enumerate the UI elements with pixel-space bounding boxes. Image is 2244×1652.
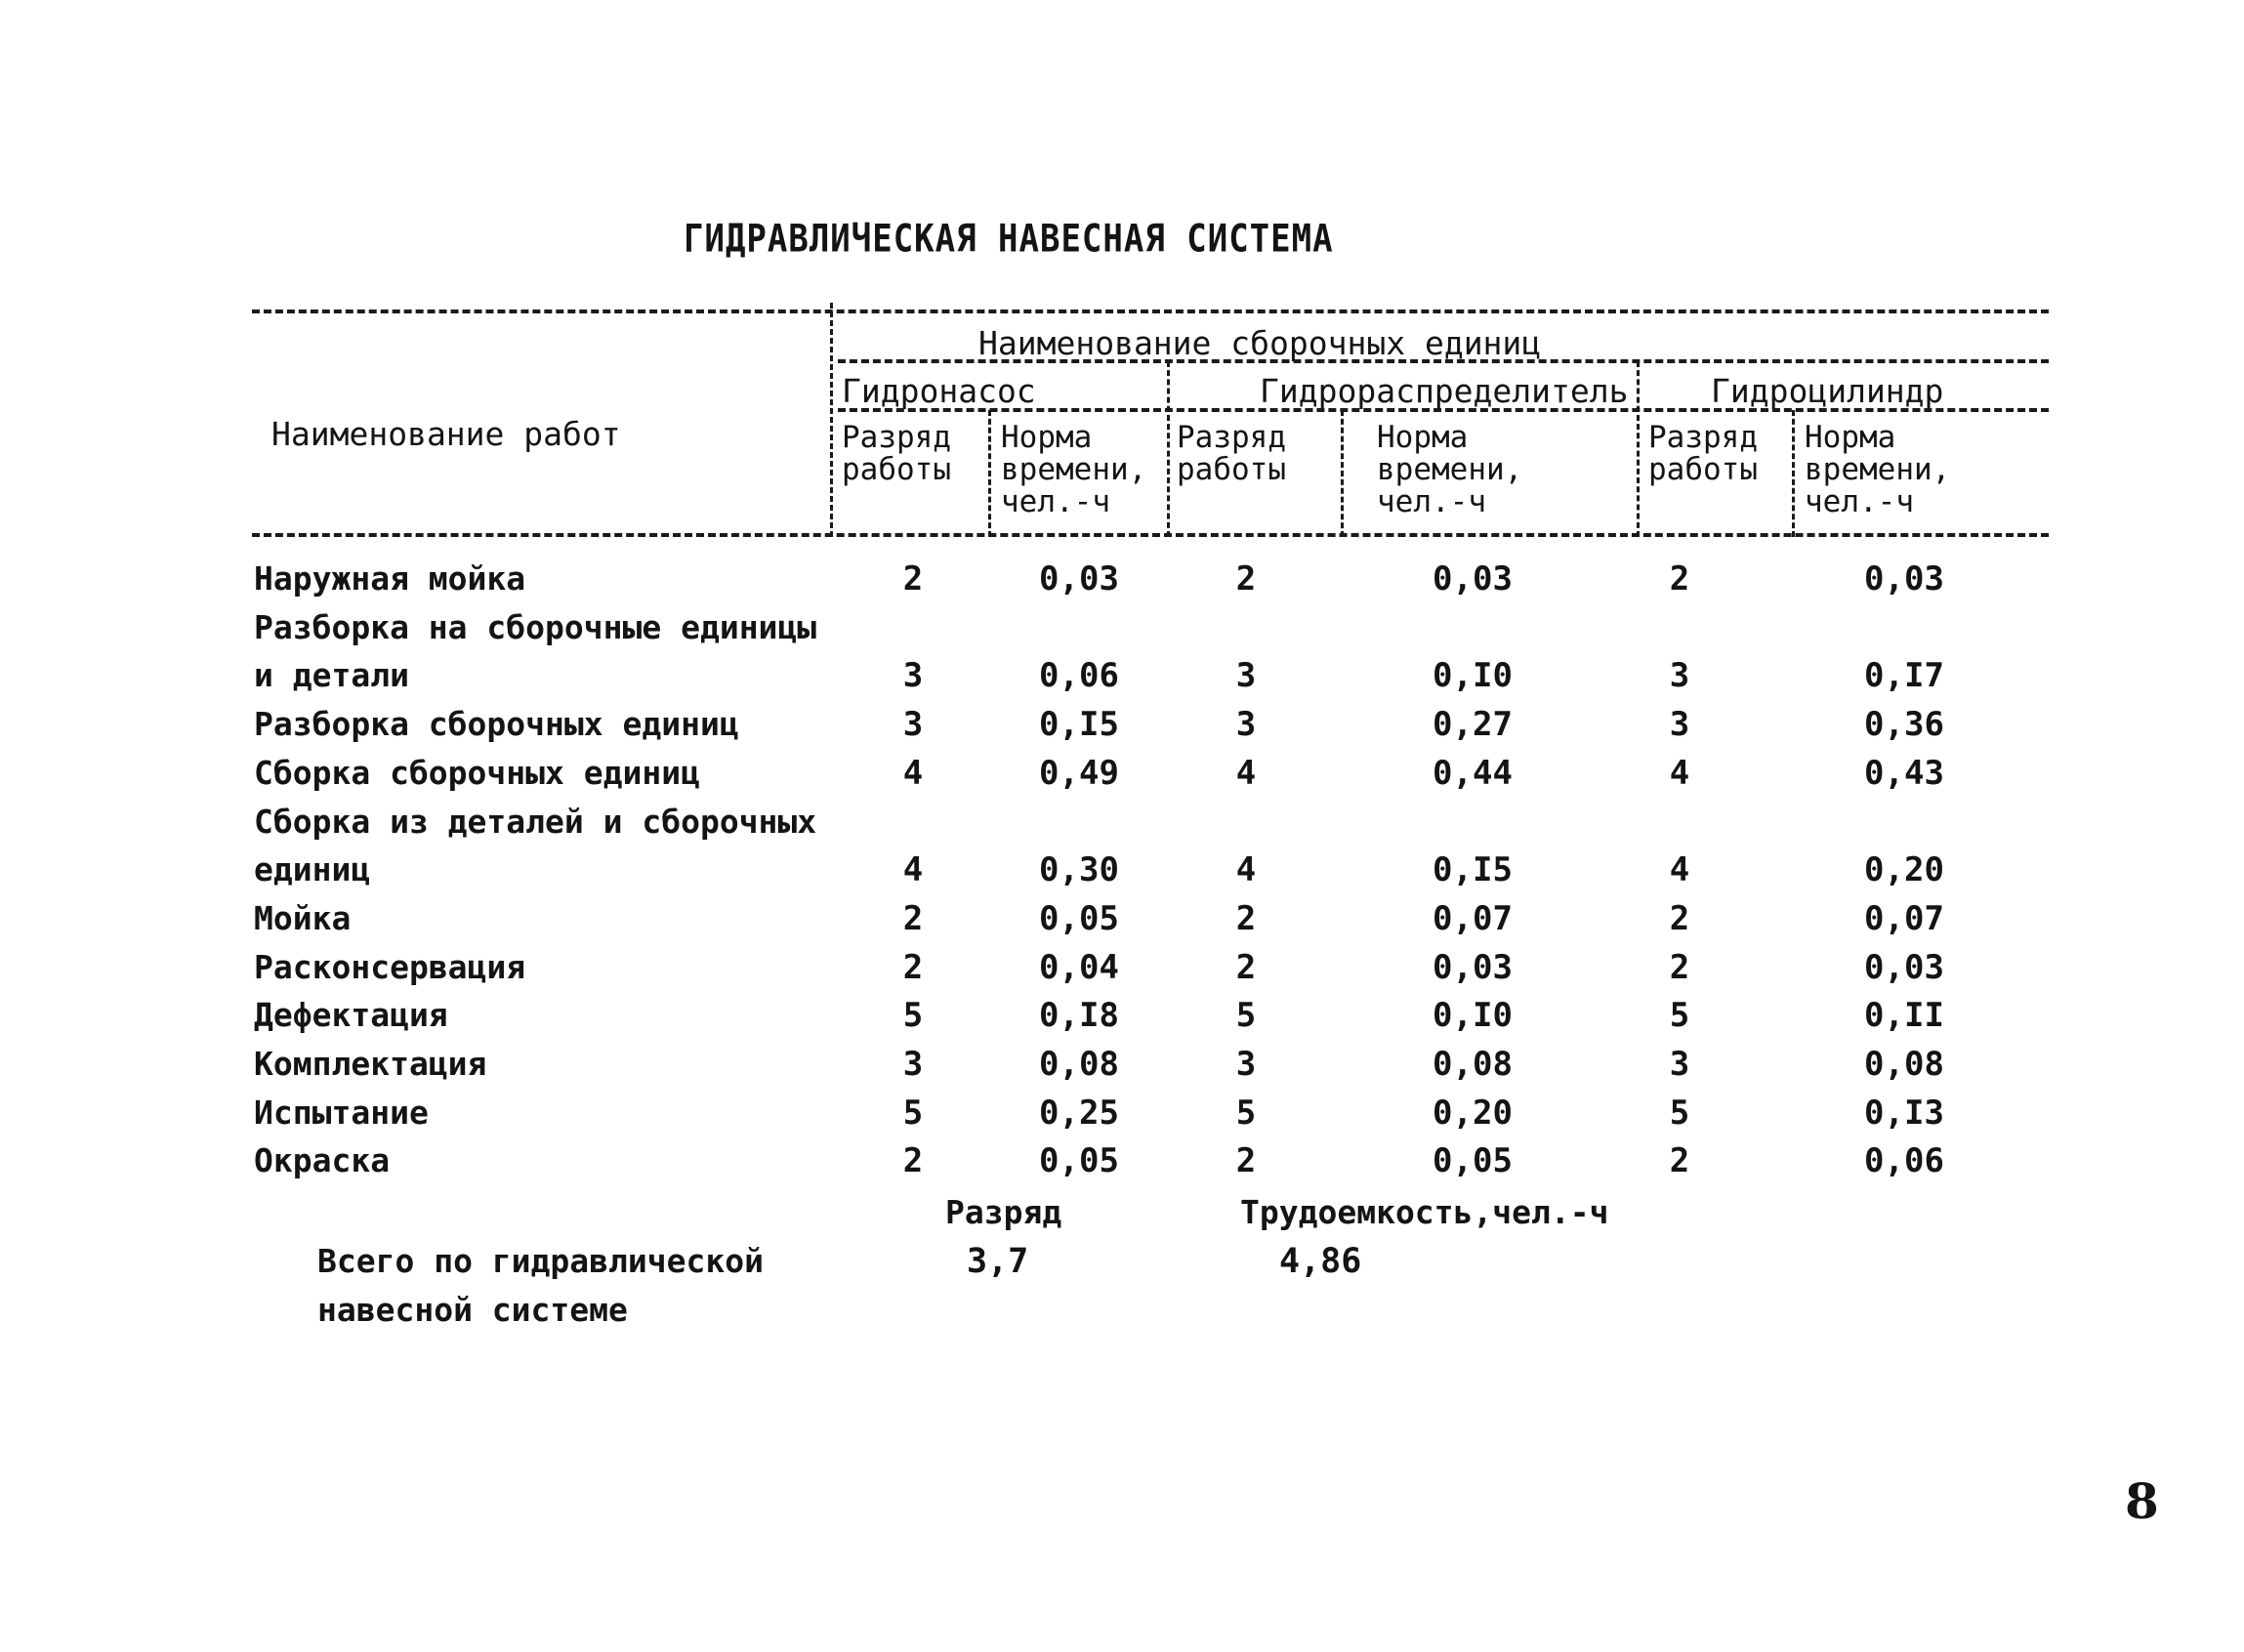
grade-cell: 2 (1235, 559, 1257, 599)
grade-cell: 2 (1235, 948, 1257, 987)
summary-total-label: Всего по гидравлической (317, 1242, 764, 1280)
grade-header (1177, 422, 1286, 486)
column-divider (1341, 410, 1344, 537)
header-bottom-rule (252, 533, 2049, 537)
norm-cell: 0,I8 (1039, 996, 1119, 1035)
grade-cell: 2 (1235, 1141, 1257, 1180)
grade-cell: 2 (1235, 899, 1257, 938)
row-label: Разборка сборочных единиц (254, 705, 739, 743)
grade-cell: 4 (1669, 850, 1690, 889)
norm-cell: 0,44 (1433, 754, 1513, 793)
row-label: Разборка на сборочные единицы (254, 608, 817, 646)
norm-header-line: Норма (1805, 420, 1896, 455)
norm-header-line: чел.-ч (1001, 484, 1110, 519)
norm-cell: 0,II (1864, 996, 1944, 1035)
norm-cell: 0,04 (1039, 948, 1119, 987)
summary-labor-label: Трудоемкость,чел.-ч (1240, 1193, 1609, 1231)
grade-cell: 3 (1235, 1045, 1257, 1084)
norm-cell: 0,I7 (1864, 656, 1944, 695)
norm-cell: 0,08 (1864, 1045, 1944, 1084)
grade-cell: 2 (902, 1141, 924, 1180)
norm-cell: 0,30 (1039, 850, 1119, 889)
norm-cell: 0,07 (1433, 899, 1513, 938)
grade-cell: 4 (902, 850, 924, 889)
norm-cell: 0,05 (1039, 1141, 1119, 1180)
grade-cell: 3 (902, 656, 924, 695)
column-divider (1792, 410, 1795, 537)
grade-cell: 4 (1669, 754, 1690, 793)
grade-header-line: Разряд (842, 420, 951, 455)
row-label: Мойка (254, 899, 352, 937)
grade-cell: 5 (902, 996, 924, 1035)
unit-header-cylinder: Гидроцилиндр (1711, 372, 1944, 410)
grade-header-line: Разряд (1177, 420, 1286, 455)
column-divider (1167, 361, 1170, 537)
column-divider (988, 410, 991, 537)
grade-cell: 4 (1235, 850, 1257, 889)
norm-header-line: Норма (1001, 420, 1093, 455)
norm-header-line: чел.-ч (1805, 484, 1914, 519)
grade-cell: 2 (902, 899, 924, 938)
column-divider (830, 303, 833, 537)
norm-cell: 0,43 (1864, 754, 1944, 793)
grade-cell: 3 (902, 705, 924, 744)
row-label: Окраска (254, 1141, 391, 1179)
grade-cell: 3 (1669, 1045, 1690, 1084)
norm-cell: 0,03 (1864, 948, 1944, 987)
unit-header-pump: Гидронасос (842, 372, 1036, 410)
row-label: Комплектация (254, 1045, 487, 1083)
grade-cell: 2 (1669, 559, 1690, 599)
row-label: и детали (254, 656, 409, 694)
summary-labor-value: 4,86 (1279, 1242, 1362, 1281)
norm-cell: 0,I3 (1864, 1094, 1944, 1133)
group-title-header: Наименование сборочных единиц (978, 324, 1542, 362)
grade-cell: 3 (1669, 656, 1690, 695)
grade-cell: 2 (1669, 899, 1690, 938)
norm-cell: 0,03 (1864, 559, 1944, 599)
summary-total-label: навесной системе (317, 1291, 628, 1329)
norm-cell: 0,I0 (1433, 656, 1513, 695)
norm-header (1805, 422, 1950, 518)
grade-cell: 2 (902, 948, 924, 987)
row-label: Сборка из деталей и сборочных (254, 803, 817, 841)
grade-cell: 5 (1669, 996, 1690, 1035)
page-title: ГИДРАВЛИЧЕСКАЯ НАВЕСНАЯ СИСТЕМА (684, 217, 1334, 262)
row-label: Испытание (254, 1094, 429, 1132)
norm-cell: 0,20 (1433, 1094, 1513, 1133)
grade-header-line: Разряд (1648, 420, 1758, 455)
norm-header (1001, 422, 1146, 518)
grade-cell: 3 (1235, 656, 1257, 695)
norm-header-line: Норма (1377, 420, 1469, 455)
grade-header-line: работы (1648, 452, 1758, 487)
norm-cell: 0,05 (1039, 899, 1119, 938)
norm-header (1377, 422, 1522, 518)
summary-grade-value: 3,7 (967, 1242, 1029, 1281)
norm-header-line: времени, (1377, 452, 1523, 487)
norm-header-line: чел.-ч (1377, 484, 1486, 519)
row-label: Наружная мойка (254, 559, 526, 598)
grade-cell: 5 (1235, 1094, 1257, 1133)
norm-cell: 0,I5 (1433, 850, 1513, 889)
grade-cell: 2 (1669, 1141, 1690, 1180)
norm-cell: 0,27 (1433, 705, 1513, 744)
norm-cell: 0,20 (1864, 850, 1944, 889)
grade-cell: 3 (1235, 705, 1257, 744)
grade-cell: 5 (902, 1094, 924, 1133)
grade-cell: 4 (1235, 754, 1257, 793)
grade-cell: 4 (902, 754, 924, 793)
grade-cell: 2 (1669, 948, 1690, 987)
norm-cell: 0,36 (1864, 705, 1944, 744)
grade-cell: 3 (1669, 705, 1690, 744)
grade-cell: 3 (902, 1045, 924, 1084)
work-name-header: Наименование работ (271, 415, 621, 453)
grade-cell: 5 (1669, 1094, 1690, 1133)
norm-header-line: времени, (1805, 452, 1951, 487)
norm-cell: 0,I0 (1433, 996, 1513, 1035)
norm-cell: 0,05 (1433, 1141, 1513, 1180)
norm-cell: 0,25 (1039, 1094, 1119, 1133)
norm-cell: 0,03 (1433, 559, 1513, 599)
row-label: Сборка сборочных единиц (254, 754, 700, 792)
grade-header-line: работы (842, 452, 951, 487)
table-top-rule (252, 310, 2049, 313)
norm-cell: 0,08 (1039, 1045, 1119, 1084)
norm-cell: 0,49 (1039, 754, 1119, 793)
grade-cell: 5 (1235, 996, 1257, 1035)
grade-cell: 2 (902, 559, 924, 599)
norm-cell: 0,06 (1039, 656, 1119, 695)
norm-cell: 0,03 (1039, 559, 1119, 599)
norm-cell: 0,03 (1433, 948, 1513, 987)
norm-cell: 0,06 (1864, 1141, 1944, 1180)
norm-header-line: времени, (1001, 452, 1147, 487)
norm-cell: 0,I5 (1039, 705, 1119, 744)
norm-cell: 0,07 (1864, 899, 1944, 938)
grade-header (1648, 422, 1758, 486)
column-divider (1637, 361, 1640, 537)
grade-header (842, 422, 951, 486)
row-label: единиц (254, 850, 371, 888)
norm-cell: 0,08 (1433, 1045, 1513, 1084)
page-number: 8 (2125, 1472, 2159, 1530)
row-label: Дефектация (254, 996, 448, 1034)
unit-header-distributor: Гидрораспределитель (1260, 372, 1629, 410)
row-label: Расконсервация (254, 948, 526, 986)
summary-grade-label: Разряд (945, 1193, 1062, 1231)
grade-header-line: работы (1177, 452, 1286, 487)
